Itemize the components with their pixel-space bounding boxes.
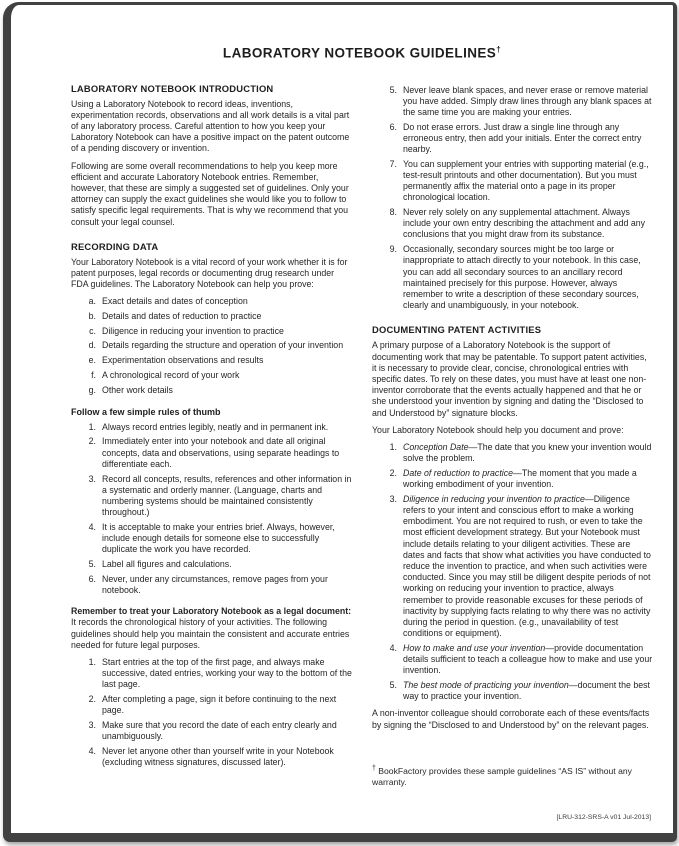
list	[372, 442, 653, 702]
list-item	[81, 296, 352, 307]
list-item-text	[403, 122, 653, 156]
list-item	[81, 355, 352, 366]
sub-heading: Follow a few simple rules of thumb	[71, 406, 221, 417]
list-item-rest: —The moment that you made a working embodiment of your invention.	[403, 467, 637, 490]
two-column-layout	[71, 83, 653, 821]
list-item-marker: 4.	[389, 642, 397, 653]
list	[372, 85, 653, 312]
list-item-text	[403, 680, 653, 702]
list-item	[81, 559, 352, 570]
list-item-rest: After completing a page, sign it before continuing to the next page.	[102, 694, 337, 716]
list-item-rest: Details regarding the structure and operation of your invention	[102, 340, 344, 351]
title-dagger: †	[496, 45, 502, 54]
paragraph-bold-lead: Remember to treat your Laboratory Notebook as a legal document:	[71, 606, 352, 617]
list-item-marker: d.	[88, 340, 96, 351]
paragraph-text: Following are some overall recommendations to help you keep more efficient and accurate Laboratory Notebook entries. Remember, however, that these are simply a suggested set of guidelines. Only your attorney can supply the exact guidelines she would like you to follow to satisfy specific legal requirements. That is why we recommend that you consult your legal counsel.	[71, 160, 349, 227]
list-item-marker: 2.	[389, 467, 397, 478]
list-item-marker: 8.	[389, 207, 397, 218]
list-item	[382, 643, 653, 677]
list-item-marker: 4.	[88, 521, 96, 532]
list-item-marker: 2.	[88, 694, 96, 705]
list-item-rest: —provide documentation details sufficient to teach a colleague how to make and use your invention.	[403, 642, 653, 676]
paragraph-text: Using a Laboratory Notebook to record ideas, inventions, experimentation records, observations and all work details is a vital part of any laboratory process. Careful attention to how you keep your Laboratory Notebook can have a positive impact on the patent outcome of a pending discovery or invention.	[71, 98, 350, 154]
list-item-marker: 4.	[88, 745, 96, 756]
list-item	[81, 311, 352, 322]
list-item-marker: g.	[88, 384, 96, 395]
left-column	[71, 83, 352, 821]
list-item	[81, 720, 352, 742]
list-item	[81, 522, 352, 556]
list-item	[382, 85, 653, 119]
list-item	[81, 422, 352, 433]
list-item	[81, 370, 352, 381]
list-item-rest: Never, under any circumstances, remove pages from your notebook.	[102, 573, 328, 595]
list-item-text	[102, 474, 352, 519]
list-item	[81, 326, 352, 337]
list-item-marker: 7.	[389, 158, 397, 169]
list-item-text	[102, 559, 352, 570]
list-item-marker: 1.	[88, 421, 96, 432]
list-item-text	[102, 657, 352, 691]
list-item-text	[403, 442, 653, 464]
paragraph	[71, 99, 352, 155]
list-item	[81, 340, 352, 351]
list-item-text	[102, 436, 352, 470]
list-item	[81, 385, 352, 396]
paragraph	[71, 257, 352, 291]
list-item-marker: 5.	[389, 84, 397, 95]
list-item-rest: Never rely solely on any supplemental attachment. Always include your own entry describing the attachment and add any conclusions that you might draw from its substance.	[403, 207, 646, 240]
list-item-rest: Start entries at the top of the first page, and always make successive, dated entries, working your way to the bottom of the last page.	[102, 656, 352, 690]
paragraph	[372, 340, 653, 418]
paragraph-text: A non-inventor colleague should corroborate each of these events/facts by signing the “Disclosed to and Understood by” on the relevant pages.	[372, 708, 650, 730]
list-item	[81, 436, 352, 470]
list-item-text	[403, 244, 653, 311]
footnote-dagger: †	[372, 764, 376, 772]
list-item-text	[102, 385, 352, 396]
list-item-rest: Other work details	[102, 384, 173, 395]
list-item-italic-lead: Conception Date	[403, 441, 469, 452]
list-item-marker: 3.	[88, 719, 96, 730]
list-item-marker: 6.	[389, 121, 397, 132]
paragraph	[71, 606, 352, 651]
list-item-marker: 6.	[88, 573, 96, 584]
list-item-rest: Make sure that you record the date of each entry clearly and unambiguously.	[102, 719, 337, 742]
list-item-marker: 3.	[389, 493, 397, 504]
list-item-text	[102, 746, 352, 768]
list-item-text	[403, 85, 653, 119]
list-item	[382, 244, 653, 311]
list-item	[382, 680, 653, 702]
list-item-marker: c.	[89, 325, 96, 336]
list-item-text	[102, 340, 352, 351]
list-item-rest: Immediately enter into your notebook and date all original concepts, data and observations, using separate headings to differentiate each.	[102, 436, 340, 469]
list-item	[81, 474, 352, 519]
list-item	[81, 746, 352, 768]
list-item-rest: —Diligence refers to your intent and conscious effort to make a working embodiment. You are not required to rush, or even to take the most efficient development strategy. But your Notebook must include details relating to your diligent activities. These are dates and facts that show what activities you have conducted to reduce the invention to practice, and when such activities were conducted. Since you may still be diligent despite periods of not working on reducing your invention to practice, always remember to provide reasonable excuses for these periods of inactivity by supplying facts relating to why there was no activity during the period in question. (e.g., unavailability of test conditions or equipment).	[403, 493, 651, 639]
paragraph-text: Your Laboratory Notebook should help you document and prove:	[372, 424, 624, 435]
list-item-rest: Details and dates of reduction to practice	[102, 311, 262, 322]
section-heading: DOCUMENTING PATENT ACTIVITIES	[372, 324, 542, 336]
list-item-text	[102, 355, 352, 366]
footnote	[372, 763, 653, 788]
list-item-rest: You can supplement your entries with supporting material (e.g., test-result printouts and other documentation). But you must permanently affix the material onto a page in its proper chronological location.	[403, 158, 649, 203]
page-title	[71, 45, 653, 61]
list	[71, 296, 352, 395]
section-heading: LABORATORY NOTEBOOK INTRODUCTION	[71, 82, 274, 94]
page-content	[11, 5, 673, 821]
list-item-italic-lead: The best mode of practicing your invention	[403, 680, 569, 691]
list-item	[81, 574, 352, 596]
paragraph-text: A primary purpose of a Laboratory Notebook is the support of documenting work that may be patentable. To support patent activities, it is necessary to provide clear, concise, chronological entries with specific dates. To rely on these dates, you must have at least one non-inventor corroborate that the events actually happened and that he or she understood your invention by signing and dating the “Disclosed to and Understood by” signature blocks.	[372, 340, 647, 418]
list-item-text	[403, 643, 653, 677]
list-item-marker: a.	[88, 296, 96, 307]
list-item-rest: Do not erase errors. Just draw a single line through any erroneous entry, then add your initials. Enter the correct entry nearby.	[403, 121, 642, 155]
list-item	[81, 657, 352, 691]
list-item-marker: 1.	[389, 441, 397, 452]
list-item-text	[102, 326, 352, 337]
list-item-text	[403, 207, 653, 241]
list-item	[382, 207, 653, 241]
list-item-italic-lead: Date of reduction to practice	[403, 467, 514, 478]
list-item-text	[102, 574, 352, 596]
list-item-rest: Always record entries legibly, neatly and in permanent ink.	[102, 421, 329, 432]
paragraph	[71, 161, 352, 228]
list-item	[382, 494, 653, 640]
list-item-marker: e.	[88, 355, 96, 366]
paragraph	[372, 425, 653, 436]
list	[71, 422, 352, 596]
list-item-marker: b.	[88, 311, 96, 322]
footer-code: [LRU-312-SRS-A v01 Jul-2013]	[556, 813, 651, 821]
list-item-marker: 5.	[88, 559, 96, 569]
list	[71, 657, 352, 768]
list-item-text	[403, 494, 653, 640]
list-item-text	[102, 296, 352, 307]
list-item-rest: Never leave blank spaces, and never erase or remove material you have added. Simply draw lines through any blank spaces at the same time you are making your entries.	[403, 84, 652, 117]
list-item-text	[102, 522, 352, 556]
list-item-rest: —The date that you knew your invention would solve the problem.	[403, 441, 652, 464]
list-item-marker: 9.	[389, 244, 397, 255]
list-item	[81, 694, 352, 716]
list-item-marker: f.	[91, 369, 96, 380]
list-item-text	[102, 694, 352, 716]
list-item-rest: A chronological record of your work	[102, 369, 240, 380]
list-item	[382, 159, 653, 204]
list-item-text	[403, 468, 653, 490]
list-item-text	[102, 422, 352, 433]
list-item-marker: 5.	[389, 680, 397, 691]
list-item-rest: —document the best way to practice your invention.	[403, 680, 650, 702]
list-item-text	[102, 720, 352, 742]
list-item-rest: Never let anyone other than yourself write in your Notebook (excluding witness signatures, discussed later).	[102, 745, 334, 768]
list-item-text	[403, 159, 653, 204]
list-item-text	[102, 370, 352, 381]
list-item-rest: It is acceptable to make your entries brief. Always, however, include enough details for someone else to successfully duplicate the work you have recorded.	[102, 521, 335, 555]
list-item-rest: Experimentation observations and results	[102, 355, 264, 366]
list-item	[382, 468, 653, 490]
list-item-rest: Exact details and dates of conception	[102, 296, 248, 307]
footnote-text: BookFactory provides these sample guidelines “AS IS” without any warranty.	[372, 765, 632, 787]
page-title-text: LABORATORY NOTEBOOK GUIDELINES	[222, 45, 497, 61]
section-heading: RECORDING DATA	[71, 240, 159, 252]
list-item-rest: Record all concepts, results, references and other information in a systematic and orderly manner. (Language, charts and numbering systems should be maintained consistently throughout.)	[102, 473, 352, 518]
list-item-italic-lead: How to make and use your invention	[403, 642, 546, 653]
list-item-marker: 3.	[88, 473, 96, 484]
list-item-italic-lead: Diligence in reducing your invention to practice	[403, 493, 585, 504]
list-item-marker: 1.	[88, 656, 96, 667]
paragraph-text: It records the chronological history of your activities. The following guidelines should help you maintain the consistent and accurate entries needed for future legal purposes.	[71, 617, 350, 650]
paragraph-text: Your Laboratory Notebook is a vital record of your work whether it is for patent purposes, legal records or documenting drug research under FDA guidelines. The Laboratory Notebook can help you prove:	[71, 256, 348, 290]
list-item	[382, 122, 653, 156]
list-item	[382, 442, 653, 464]
list-item-rest: Diligence in reducing your invention to practice	[102, 325, 284, 336]
list-item-marker: 2.	[88, 436, 96, 447]
paragraph	[372, 708, 653, 730]
list-item-rest: Label all figures and calculations.	[102, 559, 232, 569]
right-column	[372, 83, 653, 821]
list-item-text	[102, 311, 352, 322]
list-item-rest: Occasionally, secondary sources might be too large or inappropriate to attach directly to your notebook. In this case, you can add all secondary sources to an ancillary record maintained precisely for this purpose. However, always remember to write a description of these secondary sources, clearly and unambiguously, in your notebook.	[403, 244, 641, 311]
document-page	[3, 2, 677, 842]
